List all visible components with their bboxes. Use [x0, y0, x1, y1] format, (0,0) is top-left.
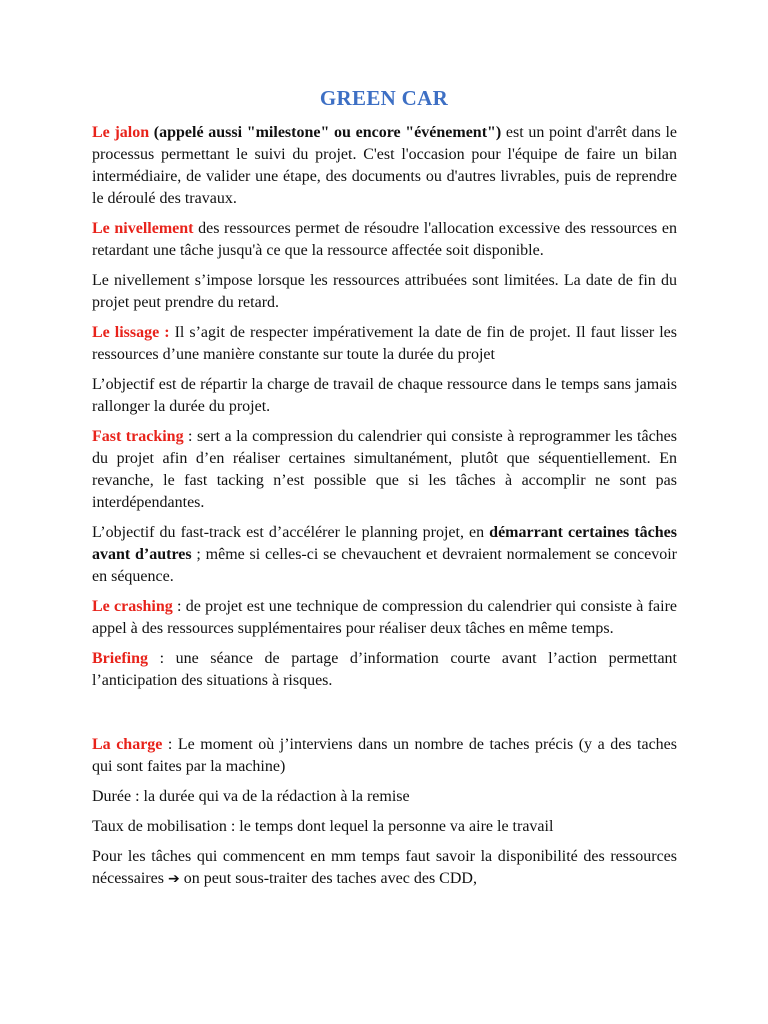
term-lissage: Le lissage : [92, 324, 170, 341]
paragraph-fast-tracking [92, 426, 677, 514]
paragraph-lissage [92, 322, 677, 366]
duree-text: Durée : la durée qui va de la rédaction à la remise [92, 788, 410, 805]
paragraph-duree [92, 786, 677, 808]
fast-track-objective-text: L’objectif du fast-track est d’accélérer le planning projet, en [92, 524, 490, 541]
fast-track-emphasis: démarrant certaines tâches avant d’autres [92, 524, 677, 563]
term-charge: La charge [92, 736, 163, 753]
crashing-definition: : de projet est une technique de compression du calendrier qui consiste à faire appel à des ressources supplémentaires pour réaliser deux tâches en même temps. [92, 598, 677, 637]
paragraph-jalon [92, 122, 677, 210]
taux-mobilisation-text: Taux de mobilisation : le temps dont lequel la personne va aire le travail [92, 818, 554, 835]
term-crashing: Le crashing [92, 598, 173, 615]
charge-definition: : Le moment où j’interviens dans un nombre de taches précis (y a des taches qui sont faites par la machine) [92, 736, 678, 775]
paragraph-taux-mobilisation [92, 816, 677, 838]
right-arrow-icon: ➔ [167, 871, 180, 887]
term-briefing: Briefing [92, 650, 148, 667]
paragraph-charge [92, 734, 677, 778]
lissage-definition: Il s’agit de respecter impérativement la date de fin de projet. Il faut lisser les ressources d’une manière constante sur toute la durée du projet [92, 324, 678, 363]
disponibilite-end: on peut sous-traiter des taches avec des CDD, [179, 870, 477, 887]
paragraph-crashing [92, 596, 677, 640]
term-nivellement: Le nivellement [92, 220, 194, 237]
paragraph-briefing [92, 648, 677, 692]
term-jalon: Le jalon [92, 124, 150, 141]
term-fast-tracking: Fast tracking [92, 428, 184, 445]
nivellement-definition: des ressources permet de résoudre l'allocation excessive des ressources en retardant une tâche jusqu'à ce que la ressource affectée soit disponible. [92, 220, 677, 259]
jalon-definition: est un point d'arrêt dans le processus permettant le suivi du projet. C'est l'occasion pour l'équipe de faire un bilan intermédiaire, de valider une étape, des documents ou d'autres livrables, puis de reprendre le déroulé des travaux. [92, 124, 677, 207]
lissage-objective-text: L’objectif est de répartir la charge de travail de chaque ressource dans le temps sans jamais rallonger la durée du projet. [92, 376, 677, 415]
briefing-definition: : une séance de partage d’information courte avant l’action permettant l’anticipation des situations à risques. [92, 650, 677, 689]
page-title: GREEN CAR [319, 86, 449, 110]
paragraph-fast-track-objective [92, 522, 677, 588]
disponibilite-text: Pour les tâches qui commencent en mm temps faut savoir la disponibilité des ressources nécessaires [92, 848, 677, 887]
paragraph-disponibilite [92, 846, 677, 890]
paragraph-nivellement-note [92, 270, 677, 314]
fast-tracking-definition: : sert a la compression du calendrier qui consiste à reprogrammer les tâches du projet afin d’en réaliser certaines simultanément, plutôt que séquentiellement. En revanche, le fast tacking n’est possible que si les tâches à accomplir ne sont pas interdépendantes. [92, 428, 678, 511]
document-body [92, 122, 677, 898]
fast-track-objective-end: ; même si celles-ci se chevauchent et devraient normalement se concevoir en séquence. [92, 546, 677, 585]
jalon-alias: (appelé aussi "milestone" ou encore "événement") [149, 124, 502, 141]
paragraph-lissage-objective [92, 374, 677, 418]
section-spacer [92, 700, 677, 734]
nivellement-note-text: Le nivellement s’impose lorsque les ressources attribuées sont limitées. La date de fin du projet peut prendre du retard. [92, 272, 677, 311]
paragraph-nivellement [92, 218, 677, 262]
